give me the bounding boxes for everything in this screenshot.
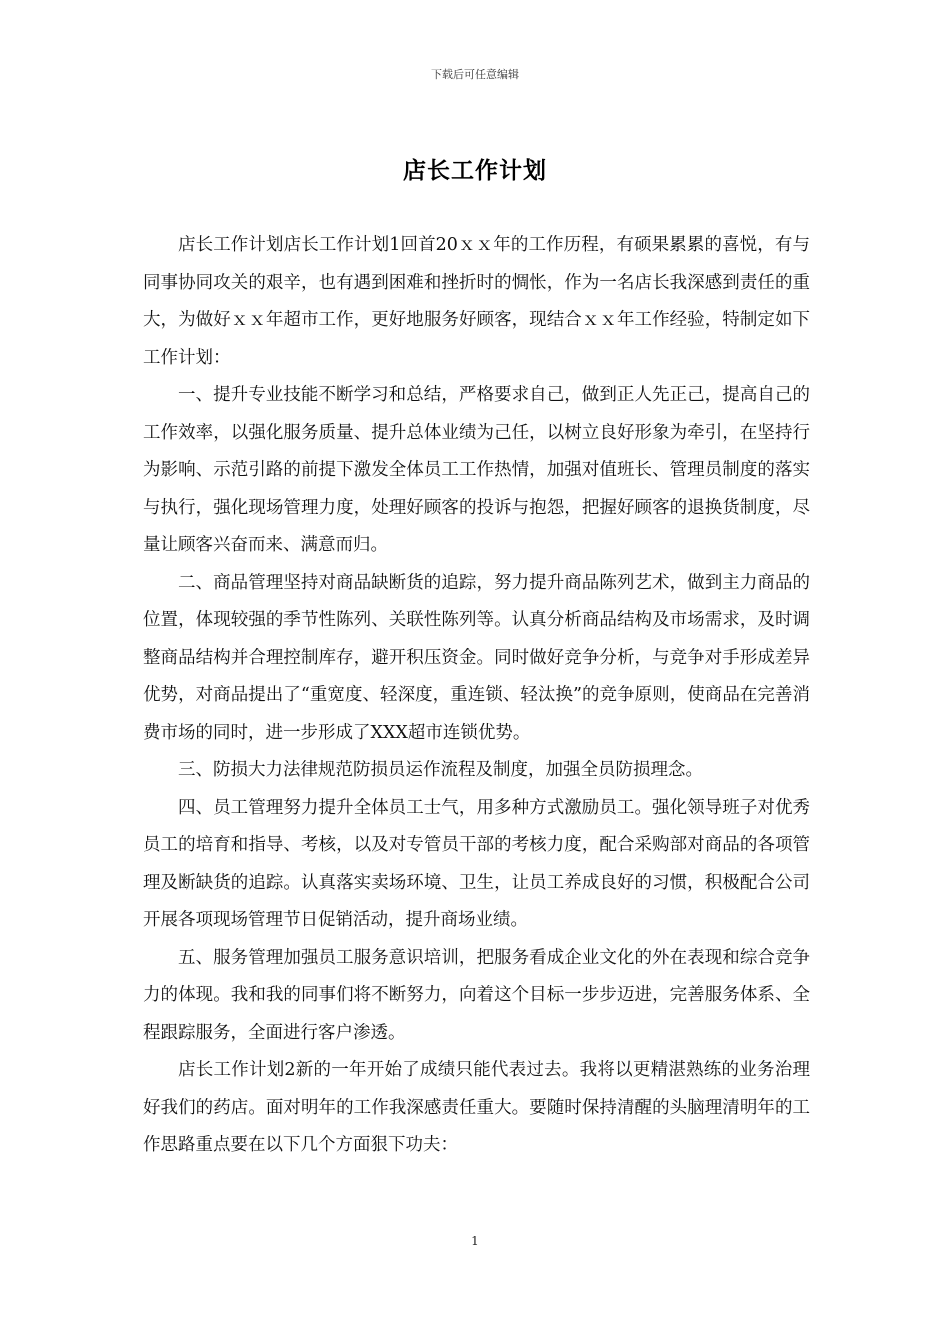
paragraph-loss-prevention: 三、防损大力法律规范防损员运作流程及制度，加强全员防损理念。: [178, 760, 703, 780]
paragraph-professional-skills: 一、提升专业技能不断学习和总结，严格要求自己，做到正人先正己，提高自己的工作效率，以强化服务质量、提升总体业绩为己任，以树立良好形象为牵引，在坚持行为影响、示范引路的前提下激发全体员工工作热情，加强对值班长、管理员制度的落实与执行，强化现场管理力度，处理好顾客的投诉与抱怨，把握好顾客的退换货制度，尽量让顾客兴奋而来、满意而归。: [143, 385, 810, 555]
paragraph-staff-management: 四、员工管理努力提升全体员工士气，用多种方式激励员工。强化领导班子对优秀员工的培育和指导、考核，以及对专管员干部的考核力度，配合采购部对商品的各项管理及断缺货的追踪。认真落实卖场环境、卫生，让员工养成良好的习惯，积极配合公司开展各项现场管理节日促销活动，提升商场业绩。: [143, 797, 810, 930]
paragraph-service-management: 五、服务管理加强员工服务意识培训，把服务看成企业文化的外在表现和综合竞争力的体现。我和我的同事们将不断努力，向着这个目标一步步迈进，完善服务体系、全程跟踪服务，全面进行客户渗透。: [143, 947, 810, 1043]
document-title: 店长工作计划: [403, 157, 547, 184]
page-number: 1: [471, 1234, 479, 1248]
paragraph-intro: 店长工作计划店长工作计划1回首20ｘｘ年的工作历程，有硕果累累的喜悦，有与同事协同攻关的艰辛，也有遇到困难和挫折时的惆怅，作为一名店长我深感到责任的重大，为做好ｘｘ年超市工作，更好地服务好顾客，现结合ｘｘ年工作经验，特制定如下工作计划：: [143, 235, 810, 368]
paragraph-merchandise-management: 二、商品管理坚持对商品缺断货的追踪，努力提升商品陈列艺术，做到主力商品的位置，体现较强的季节性陈列、关联性陈列等。认真分析商品结构及市场需求，及时调整商品结构并合理控制库存，避开积压资金。同时做好竞争分析，与竞争对手形成差异优势，对商品提出了“重宽度、轻深度，重连锁、轻汰换”的竞争原则，使商品在完善消费市场的同时，进一步形成了XXX超市连锁优势。: [143, 572, 810, 743]
page-header-note: 下载后可任意编辑: [431, 68, 519, 81]
paragraph-plan-two-intro: 店长工作计划2新的一年开始了成绩只能代表过去。我将以更精湛熟练的业务治理好我们的药店。面对明年的工作我深感责任重大。要随时保持清醒的头脑理清明年的工作思路重点要在以下几个方面狠下功夫：: [143, 1060, 810, 1155]
document-body: [143, 227, 810, 1165]
